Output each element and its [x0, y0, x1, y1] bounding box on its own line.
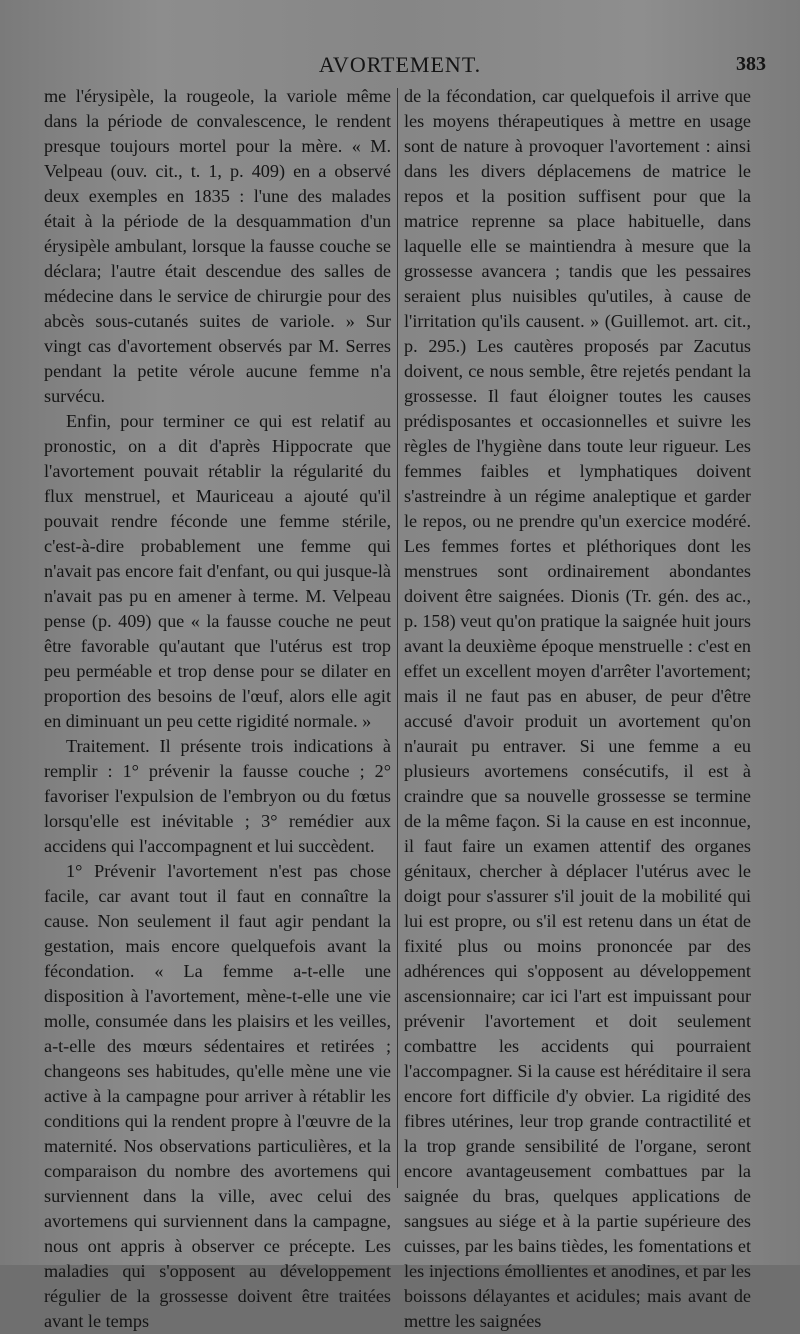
right-column	[404, 84, 751, 1331]
page-number: 383	[736, 53, 766, 75]
left-column	[44, 84, 391, 1331]
column-divider	[397, 88, 398, 1188]
paragraph: de la fécondation, car quelquefois il arrive que les moyens thérapeutiques à mettre en usage sont de nature à provoquer l'avortement : ainsi dans les divers déplacemens de matrice le repos et la position suffisent pour que la matrice reprenne sa place habituelle, dans laquelle elle se maintiendra à mesure que la grossesse avancera ; tandis que les pessaires seraient plus nuisibles qu'utiles, à cause de l'irritation qu'ils causent. » (Guillemot. art. cit., p. 295.) Les cautères proposés par Zacutus doivent, ce nous semble, être rejetés pendant la grossesse. Il faut éloigner toutes les causes prédisposantes et occasionnelles et suivre les règles de l'hygiène dans toute leur rigueur. Les femmes faibles et lymphatiques doivent s'astreindre à un régime analeptique et garder le repos, ou ne prendre qu'un exercice modéré. Les femmes fortes et pléthoriques dont les menstrues sont ordinairement abondantes doivent être saignées. Dionis (Tr. gén. des ac., p. 158) veut qu'on pratique la saignée huit jours avant la deuxième époque menstruelle : c'est en effet un excellent moyen d'arrêter l'avortement; mais il ne faut pas en abuser, de peur d'être accusé d'avoir produit un avortement qu'on n'aurait pu entraver. Si une femme a eu plusieurs avortemens consécutifs, il est à craindre que sa nouvelle grossesse se termine de la même façon. Si la cause en est inconnue, il faut faire un examen attentif des organes génitaux, chercher à déplacer l'utérus avec le doigt pour s'assurer s'il jouit de la mobilité qui lui est propre, ou s'il est retenu dans un état de fixité plus ou moins prononcée par des adhérences qui s'opposent au développement ascensionnaire; car ici l'art est impuissant pour prévenir l'avortement et doit seulement combattre les accidents qui pourraient l'accompagner. Si la cause est héréditaire il sera encore fort difficile d'y obvier. La rigidité des fibres utérines, leur trop grande contractilité et la trop grande sensibilité de l'organe, seront encore avantageusement combattues par la saignée du bras, quelques applications de sangsues au siége et à la partie supérieure des cuisses, par les bains tièdes, les fomentations et les injections émollientes et anodines, et par les boissons délayantes et acidules; mais avant de mettre les saignées	[404, 86, 751, 1331]
running-title: AVORTEMENT.	[318, 52, 482, 77]
paragraph: me l'érysipèle, la rougeole, la variole même dans la période de convalescence, le rendent presque toujours mortel pour la mère. « M. Velpeau (ouv. cit., t. 1, p. 409) en a observé deux exemples en 1835 : l'une des malades était à la période de la desquammation d'un érysipèle ambulant, lorsque la fausse couche se déclara; l'autre était descendue des salles de médecine dans le service de chirurgie pour des abcès sous-cutanés suites de variole. » Sur vingt cas d'avortement observés par M. Serres pendant la petite vérole aucune femme n'a survécu.	[44, 86, 391, 406]
page-header	[0, 50, 800, 84]
paragraph: Enfin, pour terminer ce qui est relatif au pronostic, on a dit d'après Hippocrate que l'avortement pouvait rétablir la régularité du flux menstruel, et Mauriceau a ajouté qu'il pouvait rendre féconde une femme stérile, c'est-à-dire probablement une femme qui n'avait pas encore fait d'enfant, ou qui jusque-là n'avait pas pu en amener à terme. M. Velpeau pense (p. 409) que « la fausse couche ne peut être favorable qu'autant que l'utérus est trop peu perméable et trop dense pour se dilater en proportion des besoins de l'œuf, alors elle agit en diminuant un peu cette rigidité normale. »	[44, 411, 391, 731]
paragraph: 1° Prévenir l'avortement n'est pas chose facile, car avant tout il faut en connaître la cause. Non seulement il faut agir pendant la gestation, mais encore quelquefois avant la fécondation. « La femme a-t-elle une disposition à l'avortement, mène-t-elle une vie molle, consumée dans les plaisirs et les veilles, a-t-elle des mœurs sédentaires et retirées ; changeons ses habitudes, qu'elle mène une vie active à la campagne pour arriver à rétablir les conditions qui la rendent propre à l'œuvre de la maternité. Nos observations particulières, et la comparaison du nombre des avortemens qui surviennent dans la ville, avec celui des avortemens qui surviennent dans la campagne, nous ont appris à observer ce précepte. Les maladies qui s'opposent au développement régulier de la grossesse doivent être traitées avant le temps	[44, 861, 391, 1331]
paragraph: Traitement. Il présente trois indications à remplir : 1° prévenir la fausse couche ; 2° favoriser l'expulsion de l'embryon ou du fœtus lorsqu'elle est inévitable ; 3° remédier aux accidens qui l'accompagnent et lui succèdent.	[44, 736, 391, 856]
